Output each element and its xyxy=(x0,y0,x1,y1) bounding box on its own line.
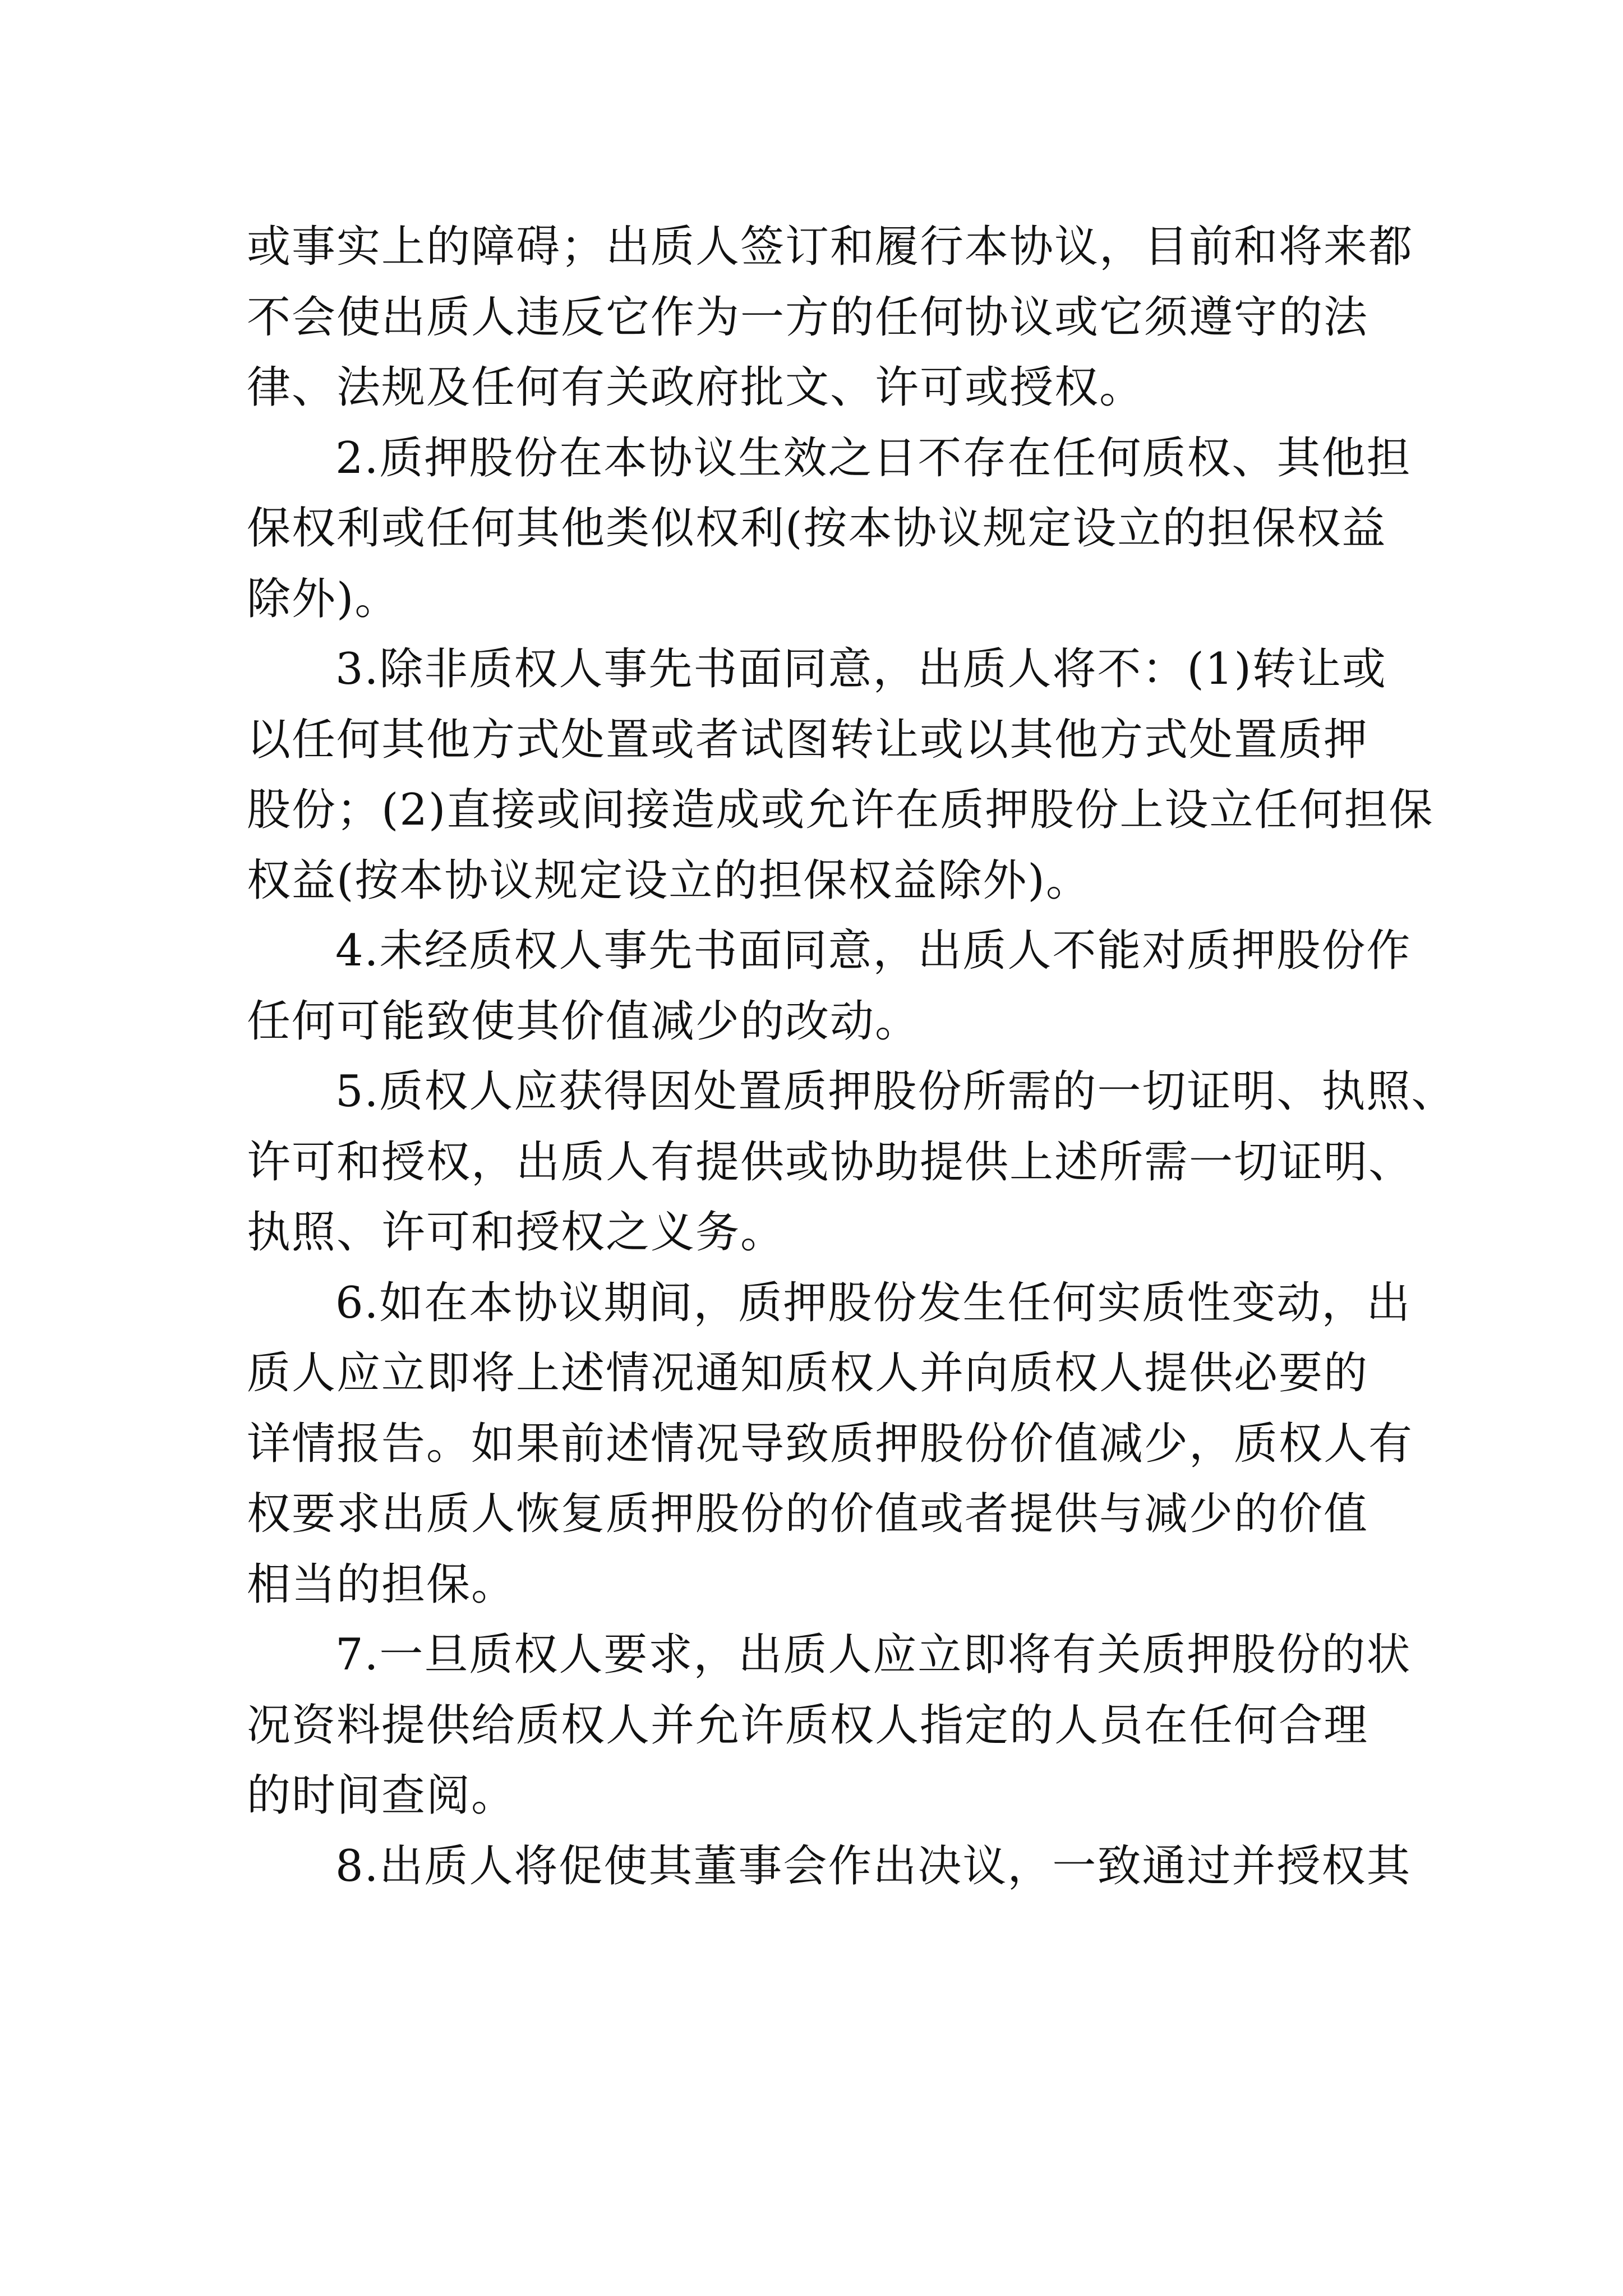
body-line: 任何可能致使其价值减少的改动。 xyxy=(247,996,920,1047)
clause-7-line: 7.一旦质权人要求，出质人应立即将有关质押股份的状 xyxy=(335,1630,1412,1680)
body-line: 况资料提供给质权人并允许质权人指定的人员在任何合理 xyxy=(247,1700,1369,1751)
body-line: 律、法规及任何有关政府批文、许可或授权。 xyxy=(247,362,1145,413)
body-line: 或事实上的障碍；出质人签订和履行本协议，目前和将来都 xyxy=(247,222,1414,272)
clause-2-line: 2.质押股份在本协议生效之日不存在任何质权、其他担 xyxy=(335,432,1412,484)
body-line: 质人应立即将上述情况通知质权人并向质权人提供必要的 xyxy=(247,1348,1369,1398)
body-line: 的时间查阅。 xyxy=(247,1770,517,1821)
clause-8-line: 8.出质人将促使其董事会作出决议，一致通过并授权其 xyxy=(335,1841,1412,1892)
body-line: 权要求出质人恢复质押股份的价值或者提供与减少的价值 xyxy=(247,1489,1369,1539)
clause-6-line: 6.如在本协议期间，质押股份发生任何实质性变动，出 xyxy=(335,1277,1412,1328)
body-line: 以任何其他方式处置或者试图转让或以其他方式处置质押 xyxy=(247,714,1369,765)
body-line: 股份；(2)直接或间接造成或允许在质押股份上设立任何担保 xyxy=(247,785,1434,835)
clause-3-line: 3.除非质权人事先书面同意，出质人将不：(1)转让或 xyxy=(335,644,1387,694)
document-body xyxy=(247,212,1456,1902)
body-line: 执照、许可和授权之义务。 xyxy=(247,1207,786,1258)
body-line: 详情报告。如果前述情况导致质押股份价值减少，质权人有 xyxy=(247,1418,1414,1469)
body-line: 保权利或任何其他类似权利(按本协议规定设立的担保权益 xyxy=(247,503,1387,554)
clause-4-line: 4.未经质权人事先书面同意，出质人不能对质押股份作 xyxy=(335,926,1412,976)
body-line: 权益(按本协议规定设立的担保权益除外)。 xyxy=(247,855,1091,906)
clause-5-line: 5.质权人应获得因处置质押股份所需的一切证明、执照、 xyxy=(335,1066,1456,1117)
body-line: 许可和授权，出质人有提供或协助提供上述所需一切证明、 xyxy=(247,1137,1414,1188)
body-line: 不会使出质人违反它作为一方的任何协议或它须遵守的法 xyxy=(247,292,1369,343)
body-line: 相当的担保。 xyxy=(247,1559,517,1610)
body-line: 除外)。 xyxy=(247,573,400,624)
